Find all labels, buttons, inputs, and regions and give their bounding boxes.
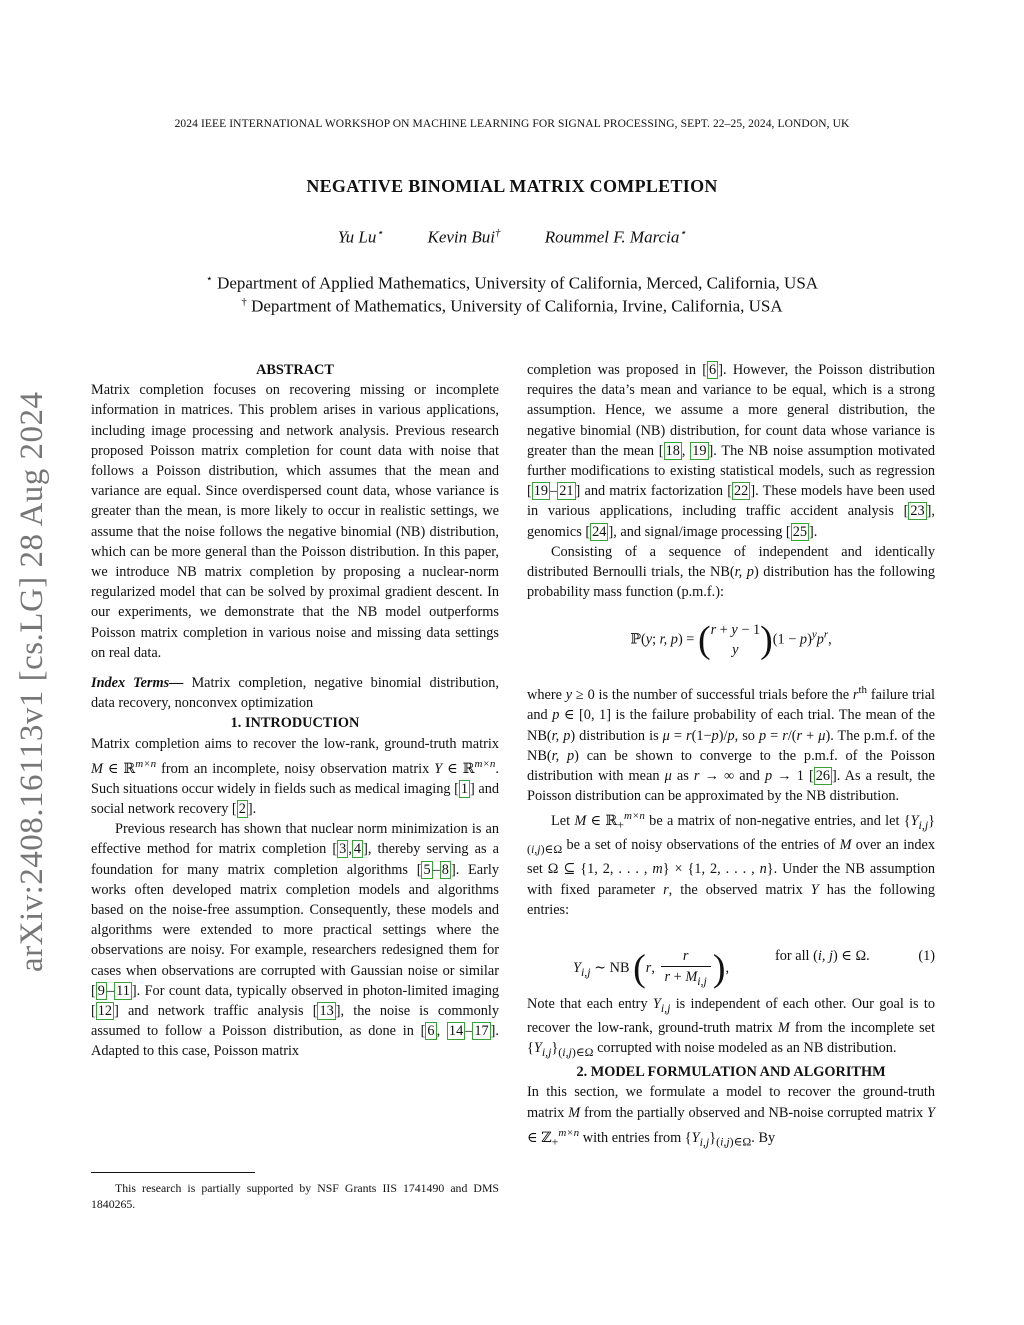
intro-paragraph-2: Previous research has shown that nuclear norm minimization is an effective method for matrix completion [ 3 , 4 ], thereby serving as a foundation for many matrix completion algorithms [ 5 – 8 ]. Early works often developed matrix completion models and algorithms based on the noise-free assumption. Consequently, these models and algorithms were extended to more practical settings where the observations are noisy. For example, researchers redesigned them for cases when observations are corrupted with Gaussian noise or similar [ 9 – 11 ]. For count data, typically observed in photon-limited imaging [ 12 ] and network traffic analysis [ 13 ], the noise is commonly assumed to follow a Poisson distribution, as done in [ 6 , 14 – 17 ]. Adapted to this case, Poisson matrix bbox=[91, 821, 500, 1060]
arxiv-stamp: arXiv:2408.16113v1 [cs.LG] 28 Aug 2024 bbox=[14, 391, 50, 972]
index-terms: Index Terms— Matrix completion, negative binomial distribution, data recovery, nonconvex optimization bbox=[91, 675, 500, 712]
right-paragraph-2: Consisting of a sequence of independent and identically distributed Bernoulli trials, the NB(r, p) distribution has the following probability mass function (p.m.f.): bbox=[527, 543, 936, 601]
right-column bbox=[527, 360, 935, 1152]
model-heading: 2. MODEL FORMULATION AND ALGORITHM bbox=[576, 1064, 886, 1081]
pmf-equation: ℙ(y; r, p) = (r + y − 1 y )$(1 - p)^yp^r$, bbox=[630, 619, 832, 662]
right-paragraph-1: completion was proposed in [ 6 ]. However, the Poisson distribution requires the data’s mean and variance to be equal, which is a strong assumption. Hence, we assume a more general distribution, the negative binomial (NB) distribution, for count data whose variance is greater than the mean [ 18 , 19 ]. The NB noise assumption motivated further modifications to existing statistical models, such as regression [ 19 – 21 ] and matrix factorization [ 22 ]. These models have been used in various applications, including traffic accident analysis [ 23 ], genomics [ 24 ], and signal/image processing [ 25 ]. bbox=[527, 362, 935, 540]
author-list bbox=[0, 226, 1024, 248]
left-column bbox=[91, 360, 499, 1062]
right-paragraph-4: Let M ∈ ℝ$_+^{m\times n}$ be a matrix of non-negative entries, and let $\{Y_{i,j}\}_{(i,j)\in\Omega}$ be a set of noisy observations of the entries of M over an index set Ω ⊆ {1, 2, . . . , m} × {1, 2, . . . , n}. Under the NB assumption with fixed parameter r, the observed matrix Y has the following entries: bbox=[527, 810, 936, 918]
footnote: This research is partially supported by NSF Grants IIS 1741490 and DMS 1840265. bbox=[91, 1181, 499, 1211]
paper-title: NEGATIVE BINOMIAL MATRIX COMPLETION bbox=[306, 176, 718, 196]
footnote-rule bbox=[91, 1172, 255, 1173]
equation-1: $Y_{i,j}$ ∼ NB (r, $\frac{r}{r + M_{i,j}}$ ), for all (i, j) ∈ Ω. (1) bbox=[573, 947, 935, 990]
intro-paragraph-1: Matrix completion aims to recover the low-rank, ground-truth matrix M ∈ ℝ$^{m\times n}$ from an incomplete, noisy observation matrix Y ∈ ℝ$^{m\times n}$. Such situations occur widely in fields such as medical imaging [ 1 ] and social network recovery [ 2 ]. bbox=[91, 735, 499, 818]
author-1: Yu Lu⋆ bbox=[337, 227, 384, 247]
right-paragraph-5: Note that each entry $Y_{i,j}$ is independent of each other. Our goal is to recover the low-rank, ground-truth matrix M from the incomplete set $\{Y_{i,j}\}_{(i,j)\in\Omega}$ corrupted with noise modeled as an NB distribution. bbox=[527, 995, 936, 1060]
right-paragraph-3: where y ≥ 0 is the number of successful trials before the $r^{th}$ failure trial and p ∈ [0, 1] is the failure probability of each trial. The mean of the NB(r, p) distribution is μ = r(1−p)/p, so p = r/(r + μ). The p.m.f. of the NB(r, p) can be shown to converge to the p.m.f. of the Poisson distribution with mean μ as r → ∞ and p → 1 [ 26 ]. As a result, the Poisson distribution can be approximated by the NB distribution. bbox=[527, 684, 936, 805]
intro-heading: 1. INTRODUCTION bbox=[230, 715, 360, 732]
venue-header: 2024 IEEE INTERNATIONAL WORKSHOP ON MACHINE LEARNING FOR SIGNAL PROCESSING, SEPT. 22–25, 2024, LONDON, UK bbox=[174, 118, 850, 130]
right-paragraph-6: In this section, we formulate a model to recover the ground-truth matrix M from the partially observed and NB-noise corrupted matrix Y ∈ ℤ$_+^{m\times n}$ with entries from $\{Y_{i,j}\}_{(i,j)\in\Omega}$. By bbox=[527, 1084, 935, 1149]
abstract-heading: ABSTRACT bbox=[256, 362, 334, 378]
equation-number: (1) bbox=[918, 947, 935, 964]
author-2: Kevin Bui† bbox=[427, 227, 501, 247]
abstract-text: Matrix completion focuses on recovering missing or incomplete information in matrices. This problem arises in various applications, including image processing and network analysis. Previous research proposed Poisson matrix completion for count data with noise that follows a Poisson distribution, which assumes that the mean and variance are equal. Since overdispersed count data, whose variance is greater than the mean, is more likely to occur in realistic settings, we assume that the noise follows the negative binomial (NB) distribution, which can be more general than the Poisson distribution. In this paper, we introduce NB matrix completion by proposing a nuclear-norm regularized model that can be solved by proximal gradient descent. In our experiments, we demonstrate that the NB model outperforms Poisson matrix completion in various noise and missing data settings on real data. bbox=[91, 382, 499, 661]
affiliation-1: ⋆ Department of Applied Mathematics, University of California, Merced, California, USA bbox=[205, 273, 819, 293]
author-3: Roummel F. Marcia⋆ bbox=[544, 227, 687, 247]
affiliation-2: † Department of Mathematics, University of California, Irvine, California, USA bbox=[241, 296, 783, 316]
